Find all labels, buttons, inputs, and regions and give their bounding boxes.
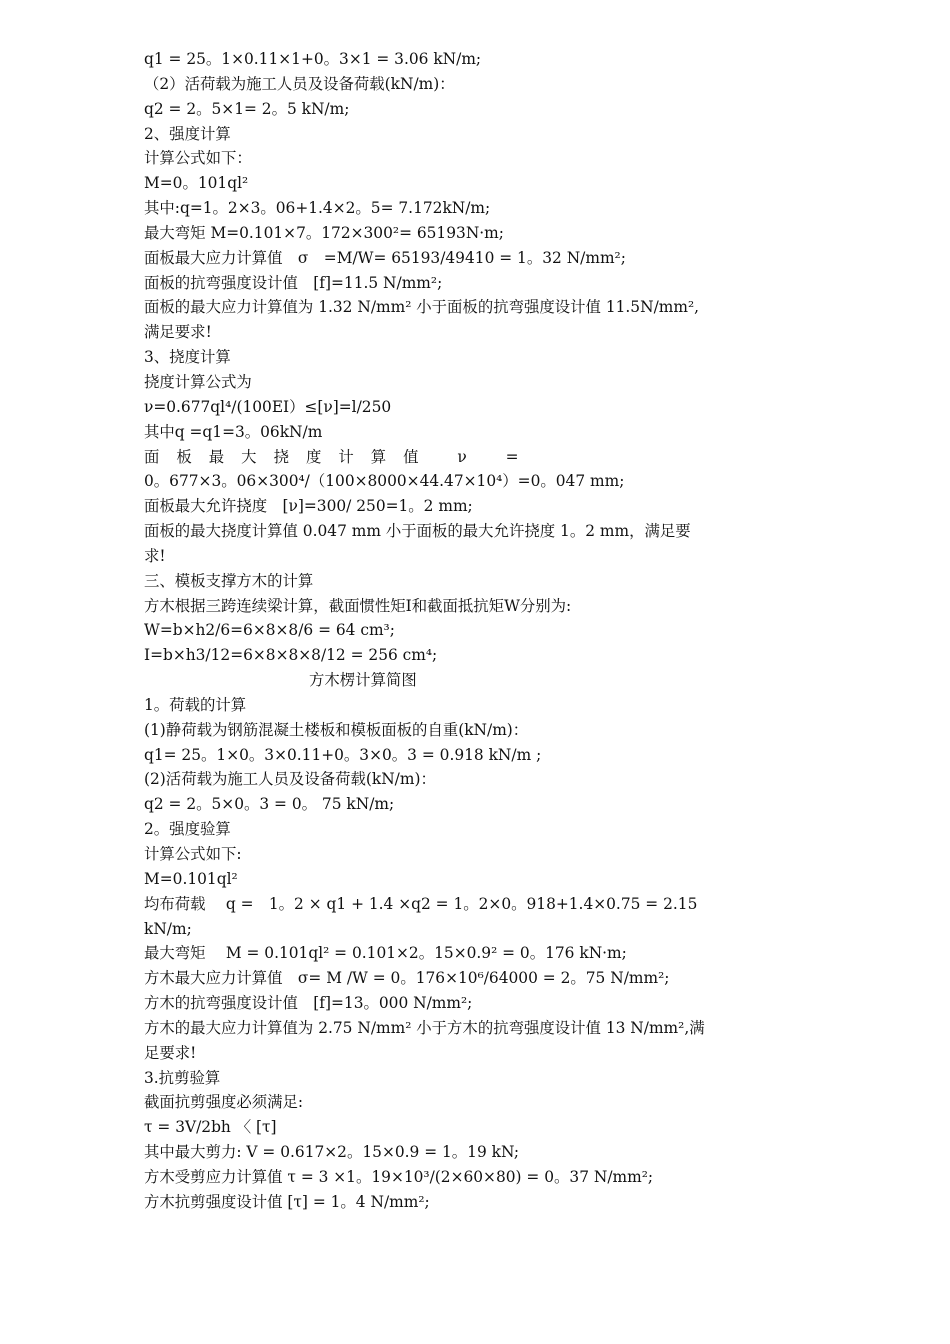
text-line: 面板最大应力计算值 σ =M/W= 65193/49410 = 1。32 N/mm²;: [144, 248, 626, 267]
text-line: 0。677×3。06×300⁴/（100×8000×44.47×10⁴）=0。047 mm;: [144, 472, 625, 491]
text-line: 均布荷载 q = 1。2 × q1 + 1.4 ×q2 = 1。2×0。918+1.4×0.75 = 2.15: [144, 894, 698, 913]
text-line: 面板的最大应力计算值为 1.32 N/mm² 小于面板的抗弯强度设计值 11.5N/mm²,: [144, 298, 700, 317]
section-heading: 1。荷载的计算: [144, 695, 247, 714]
text-line: 足要求!: [144, 1043, 197, 1062]
formula-line: W=b×h2/6=6×8×8/6 = 64 cm³;: [144, 621, 395, 640]
text-line: 方木最大应力计算值 σ= M /W = 0。176×10⁶/64000 = 2。75 N/mm²;: [144, 969, 670, 988]
text-line: 最大弯矩 M = 0.101ql² = 0.101×2。15×0.9² = 0。176 kN·m;: [144, 944, 627, 963]
text-line: kN/m;: [144, 919, 192, 938]
section-heading: 三、模板支撑方木的计算: [144, 571, 314, 590]
section-heading: 2。强度验算: [144, 820, 231, 839]
text-line: 方木根据三跨连续梁计算，截面惯性矩I和截面抵抗矩W分别为:: [144, 596, 572, 615]
text-line: 方木的抗弯强度设计值 [f]=13。000 N/mm²;: [144, 994, 473, 1013]
text-line: q1= 25。1×0。3×0.11+0。3×0。3 = 0.918 kN/m ;: [144, 745, 542, 764]
text-line: 计算公式如下:: [144, 845, 242, 863]
section-heading: 3.抗剪验算: [144, 1068, 221, 1087]
text-line: 面板的抗弯强度设计值 [f]=11.5 N/mm²;: [144, 273, 443, 292]
text-line: 其中:q=1。2×3。06+1.4×2。5= 7.172kN/m;: [144, 199, 491, 218]
text-line: q2 = 2。5×0。3 = 0。 75 kN/m;: [144, 795, 395, 814]
text-line: 方木的最大应力计算值为 2.75 N/mm² 小于方木的抗弯强度设计值 13 N/mm²,满: [144, 1018, 705, 1037]
text-line: q2 = 2。5×1= 2。5 kN/m;: [144, 99, 350, 118]
formula-line: ν=0.677ql⁴/(100EI）≤[ν]=l/250: [144, 397, 392, 416]
text-line: 其中q =q1=3。06kN/m: [144, 422, 323, 441]
text-line: q1 = 25。1×0.11×1+0。3×1 = 3.06 kN/m;: [144, 50, 482, 68]
text-line: 面板的最大挠度计算值 0.047 mm 小于面板的最大允许挠度 1。2 mm，满足要: [144, 522, 691, 541]
text-line: 最大弯矩 M=0.101×7。172×300²= 65193N·m;: [144, 223, 504, 242]
text-line: (2)活荷载为施工人员及设备荷载(kN/m)：: [144, 770, 436, 789]
formula-line: M=0.101ql²: [144, 869, 238, 888]
formula-line: τ = 3V/2bh 〈 [τ]: [144, 1118, 277, 1137]
text-line: （2）活荷载为施工人员及设备荷载(kN/m)：: [144, 74, 455, 93]
text-line: 方木抗剪强度设计值 [τ] = 1。4 N/mm²;: [144, 1192, 430, 1211]
text-line: 满足要求!: [144, 323, 212, 342]
document-page: [144, 47, 808, 1215]
section-heading: 2、强度计算: [144, 124, 231, 143]
figure-caption: 方木楞计算简图: [309, 671, 417, 690]
section-heading: 3、挠度计算: [144, 348, 231, 367]
text-line: (1)静荷载为钢筋混凝土楼板和模板面板的自重(kN/m)：: [144, 720, 529, 739]
formula-line: I=b×h3/12=6×8×8×8/12 = 256 cm⁴;: [144, 646, 438, 665]
text-line: 计算公式如下：: [144, 149, 252, 168]
text-line: 其中最大剪力: V = 0.617×2。15×0.9 = 1。19 kN;: [144, 1143, 520, 1162]
text-line: 面板最大允许挠度 [ν]=300/ 250=1。2 mm;: [144, 497, 473, 516]
text-line: 方木受剪应力计算值 τ = 3 ×1。19×10³/(2×60×80) = 0。37 N/mm²;: [144, 1167, 654, 1186]
justified-line: 面板最大挠度计算值 ν =: [144, 447, 536, 466]
formula-line: M=0。101ql²: [144, 174, 249, 193]
text-line: 挠度计算公式为: [144, 372, 252, 391]
text-line: 求!: [144, 546, 166, 565]
text-line: 截面抗剪强度必须满足:: [144, 1093, 304, 1112]
